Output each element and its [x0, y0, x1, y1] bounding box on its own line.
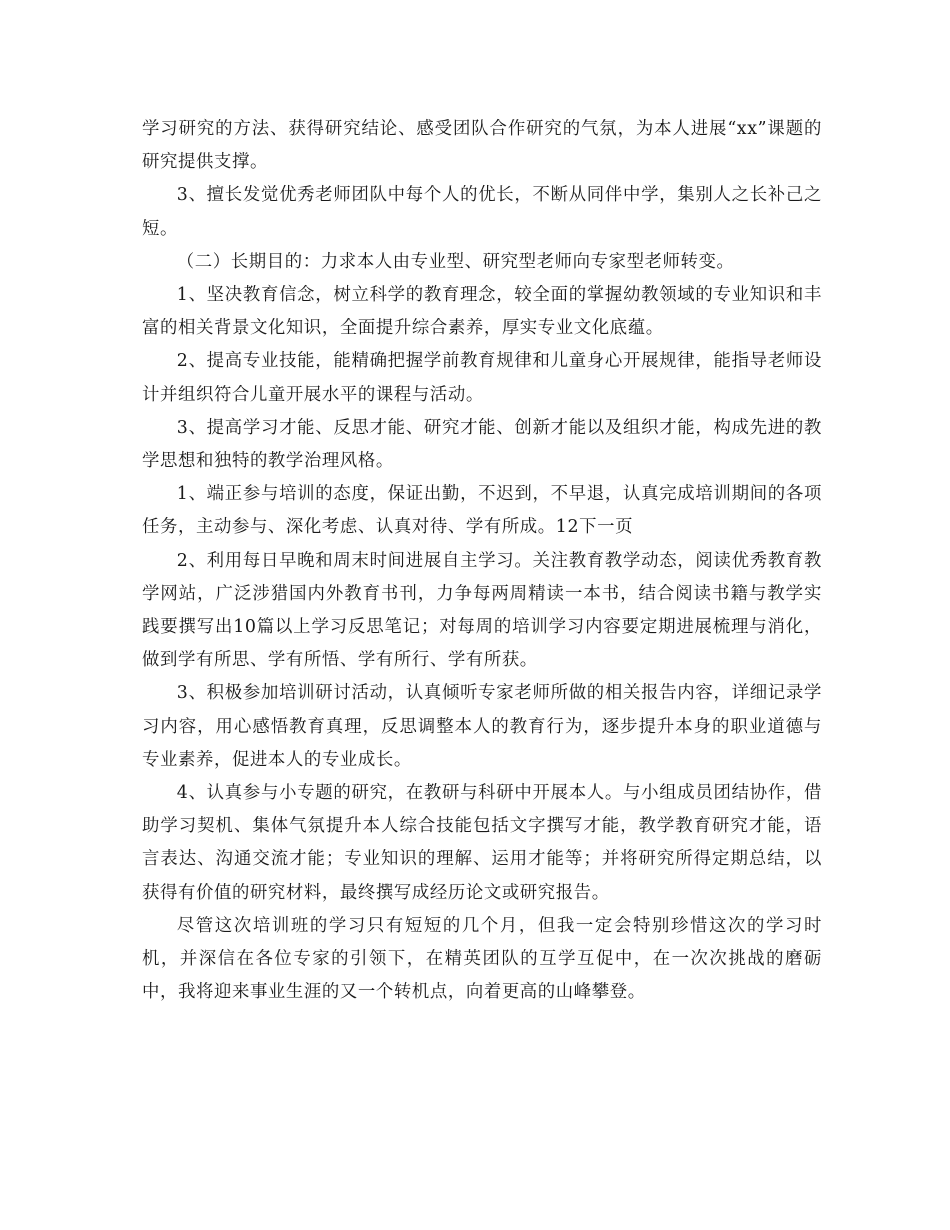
paragraph: （二）长期目的：力求本人由专业型、研究型老师向专家型老师转变。 [176, 251, 735, 272]
paragraph: 学习研究的方法、获得研究结论、感受团队合作研究的气氛，为本人进展“xx”课题的研究提供支撑。 [142, 119, 822, 173]
document-body [142, 113, 822, 1009]
paragraph: 4、认真参与小专题的研究，在教研与科研中开展本人。与小组成员团结协作，借助学习契机、集体气氛提升本人综合技能包括文字撰写才能，教学教育研究才能，语言表达、沟通交流才能；专业知识的理解、运用才能等；并将研究所得定期总结，以获得有价值的研究材料，最终撰写成经历论文或研究报告。 [142, 783, 822, 903]
paragraph: 1、坚决教育信念，树立科学的教育理念，较全面的掌握幼教领域的专业知识和丰富的相关背景文化知识，全面提升综合素养，厚实专业文化底蕴。 [142, 285, 822, 339]
paragraph: 3、擅长发觉优秀老师团队中每个人的优长，不断从同伴中学，集别人之长补己之短。 [142, 185, 822, 239]
paragraph: 1、端正参与培训的态度，保证出勤，不迟到，不早退，认真完成培训期间的各项任务，主动参与、深化考虑、认真对待、学有所成。12下一页 [142, 484, 822, 538]
paragraph: 3、提高学习才能、反思才能、研究才能、创新才能以及组织才能，构成先进的教学思想和独特的教学治理风格。 [142, 417, 822, 472]
paragraph: 3、积极参加培训研讨活动，认真倾听专家老师所做的相关报告内容，详细记录学习内容，用心感悟教育真理，反思调整本人的教育行为，逐步提升本身的职业道德与专业素养，促进本人的专业成长。 [142, 683, 822, 770]
paragraph: 2、提高专业技能，能精确把握学前教育规律和儿童身心开展规律，能指导老师设计并组织符合儿童开展水平的课程与活动。 [142, 351, 822, 405]
paragraph: 尽管这次培训班的学习只有短短的几个月，但我一定会特别珍惜这次的学习时机，并深信在各位专家的引领下，在精英团队的互学互促中，在一次次挑战的磨砺中，我将迎来事业生涯的又一个转机点，向着更高的山峰攀登。 [142, 915, 822, 1003]
paragraph: 2、利用每日早晚和周末时间进展自主学习。关注教育教学动态，阅读优秀教育教学网站，广泛涉猎国内外教育书刊，力争每两周精读一本书，结合阅读书籍与教学实践要撰写出10篇以上学习反思笔记；对每周的培训学习内容要定期进展梳理与消化，做到学有所思、学有所悟、学有所行、学有所获。 [142, 550, 822, 671]
